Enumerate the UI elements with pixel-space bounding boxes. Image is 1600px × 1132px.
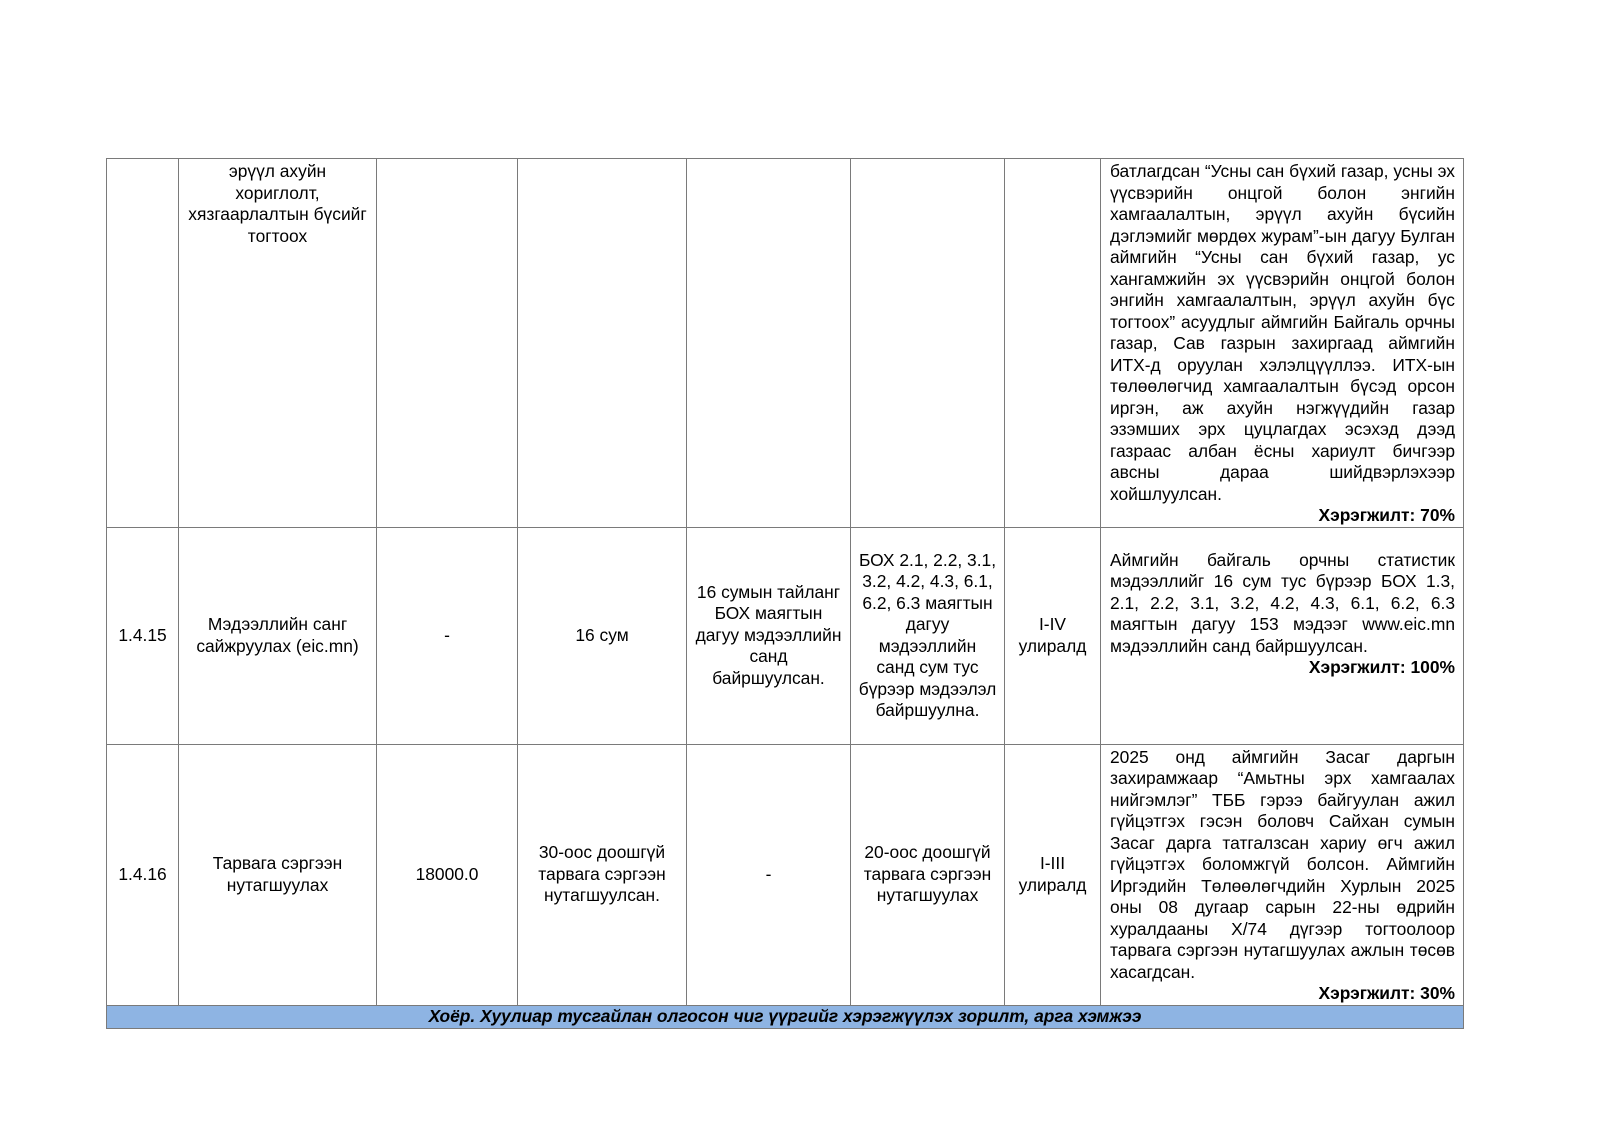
section-heading: Хоёр. Хуулиар тусгайлан олгосон чиг үүргийг хэрэгжүүлэх зорилт, арга хэмжээ <box>107 1005 1464 1028</box>
cell-timeline: I-IV улиралд <box>1005 527 1101 744</box>
cell-number: 1.4.15 <box>107 527 179 744</box>
cell-action: эрүүл ахуйн хориглолт, хязгаарлалтын бүсийг тогтоох <box>179 159 377 528</box>
section-heading-row <box>107 1005 1464 1028</box>
table-row <box>107 744 1464 1005</box>
report-text: 2025 онд аймгийн Засаг даргын захирамжаар “Амьтны эрх хамгаалах нийгэмлэг” ТББ гэрээ байгуулан ажил гүйцэтгэх гэсэн боловч Сайхан сумын Засаг дарга татгалзсан хариу өгч ажил гүйцэтгэх боломжгүй болсон. Аймгийн Иргэдийн Төлөөлөгчдийн Хурлын 2025 оны 08 дугаар сарын 22-ны өдрийн хуралдааны Х/74 дүгээр тогтоолоор тарвага сэргээн нутагшуулах ажлын төсөв хасагдсан. <box>1110 746 1455 982</box>
cell-indicator <box>851 159 1005 528</box>
cell-report <box>1101 744 1464 1005</box>
cell-budget: - <box>377 527 518 744</box>
cell-target: 16 сум <box>518 527 687 744</box>
cell-target <box>518 159 687 528</box>
implementation-rate: Хэрэгжилт: 30% <box>1318 983 1455 1003</box>
cell-baseline: 16 сумын тайланг БОХ маягтын дагуу мэдээллийн санд байршуулсан. <box>687 527 851 744</box>
cell-report <box>1101 527 1464 744</box>
cell-number: 1.4.16 <box>107 744 179 1005</box>
cell-baseline <box>687 159 851 528</box>
cell-action: Тарвага сэргээн нутагшуулах <box>179 744 377 1005</box>
implementation-rate: Хэрэгжилт: 70% <box>1318 505 1455 525</box>
cell-budget <box>377 159 518 528</box>
cell-baseline: - <box>687 744 851 1005</box>
action-plan-table <box>106 158 1464 1029</box>
cell-target: 30-оос доошгүй тарвага сэргээн нутагшуулсан. <box>518 744 687 1005</box>
cell-indicator: БОХ 2.1, 2.2, 3.1, 3.2, 4.2, 4.3, 6.1, 6.2, 6.3 маягтын дагуу мэдээллийн санд сум тус бүрээр мэдээлэл байршуулна. <box>851 527 1005 744</box>
cell-budget: 18000.0 <box>377 744 518 1005</box>
cell-action: Мэдээллийн санг сайжруулах (eic.mn) <box>179 527 377 744</box>
report-text: Аймгийн байгаль орчны статистик мэдээллийг 16 сум тус бүрээр БОХ 1.3, 2.1, 2.2, 3.1, 3.2, 4.2, 4.3, 6.1, 6.2, 6.3 маягтын дагуу 153 мэдээг www.eic.mn мэдээллийн санд байршуулсан. <box>1110 549 1455 656</box>
report-text: батлагдсан “Усны сан бүхий газар, усны эх үүсвэрийн онцгой болон энгийн хамгаалалтын, эрүүл ахуйн бүсийн дэглэмийг мөрдөх журам”-ын дагуу Булган аймгийн “Усны сан бүхий газар, ус хангамжийн эх үүсвэрийн онцгой болон энгийн хамгаалалтын, эрүүл ахуйн бүс тогтоох” асуудлыг аймгийн Байгаль орчны газар, Сав газрын захиргаад аймгийн ИТХ-д оруулан хэлэлцүүллээ. ИТХ-ын төлөөлөгчид хамгаалалтын бүсэд орсон иргэн, аж ахуйн нэгжүүдийн газар эзэмших эрх цуцлагдах эсэхэд дээд газраас албан ёсны хариулт бичгээр авсны дараа шийдвэрлэхээр хойшлуулсан. <box>1110 161 1455 504</box>
implementation-rate: Хэрэгжилт: 100% <box>1308 657 1455 677</box>
cell-report <box>1101 159 1464 528</box>
cell-indicator: 20-оос доошгүй тарвага сэргээн нутагшуулах <box>851 744 1005 1005</box>
table-row <box>107 159 1464 528</box>
cell-timeline: I-III улиралд <box>1005 744 1101 1005</box>
table-row <box>107 527 1464 744</box>
cell-number <box>107 159 179 528</box>
cell-timeline <box>1005 159 1101 528</box>
